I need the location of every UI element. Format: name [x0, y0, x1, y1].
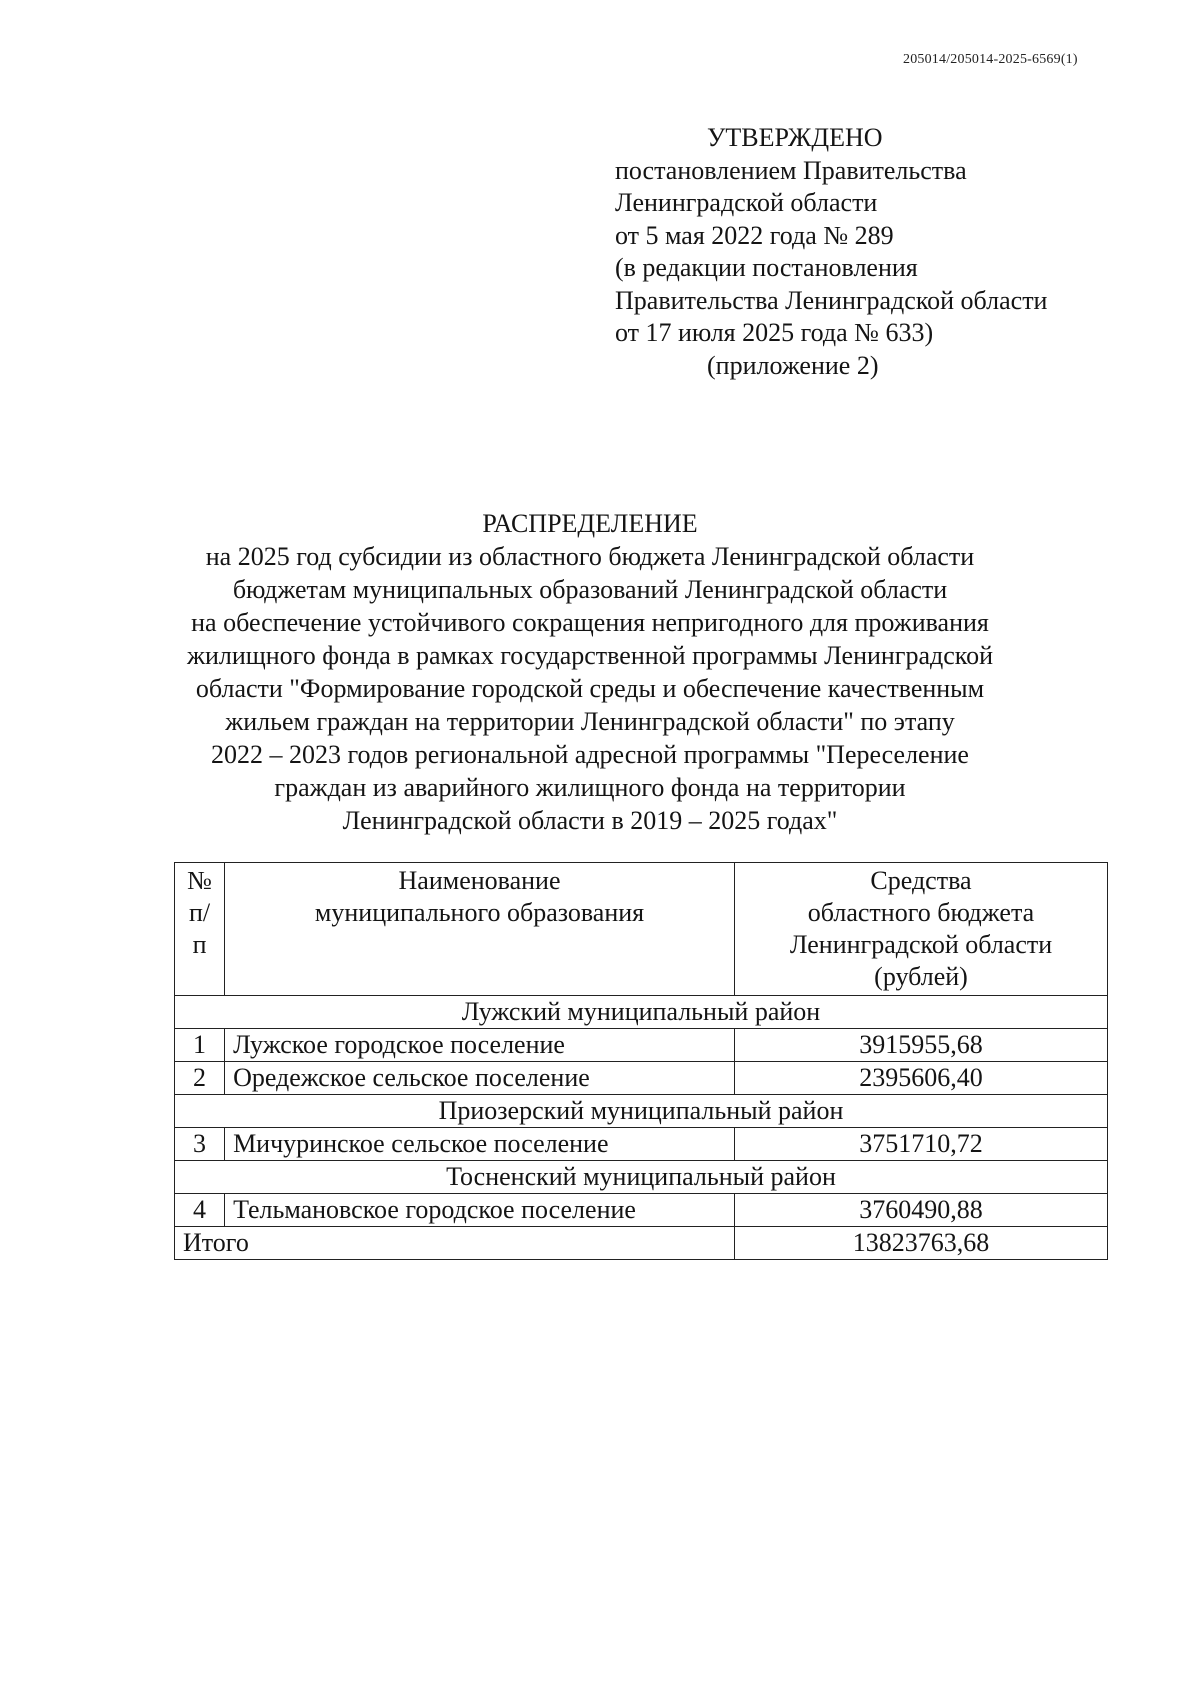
- amount-value: 3751710,72: [734, 1128, 1107, 1161]
- title-line: бюджетам муниципальных образований Ленинградской области: [232, 575, 948, 604]
- amount-value: 3915955,68: [734, 1029, 1107, 1062]
- approval-line: от 5 мая 2022 года № 289: [615, 220, 894, 250]
- document-id: 205014/205014-2025-6569(1): [903, 52, 1078, 67]
- row-number: 4: [175, 1194, 225, 1227]
- district-row: [175, 996, 1108, 1029]
- municipality-name: Оредежское сельское поселение: [225, 1062, 735, 1095]
- title-line: жильем граждан на территории Ленинградской области" по этапу: [225, 707, 955, 736]
- approval-stamp: [615, 122, 1135, 382]
- total-label: Итого: [175, 1227, 735, 1260]
- municipality-name: Лужское городское поселение: [225, 1029, 735, 1062]
- district-name: Лужский муниципальный район: [175, 996, 1108, 1029]
- approval-line: Ленинградской области: [615, 188, 878, 217]
- title-line: на обеспечение устойчивого сокращения непригодного для проживания: [191, 608, 989, 637]
- municipality-name: Тельмановское городское поселение: [225, 1194, 735, 1227]
- district-row: [175, 1095, 1108, 1128]
- approval-line: от 17 июля 2025 года № 633): [615, 318, 934, 347]
- total-amount: 13823763,68: [734, 1227, 1107, 1260]
- header-municipality: Наименование муниципального образования: [225, 863, 735, 996]
- amount-value: 2395606,40: [734, 1062, 1107, 1095]
- title-line: области "Формирование городской среды и обеспечение качественным: [195, 674, 985, 703]
- title-line: Ленинградской области в 2019 – 2025 годах": [342, 806, 838, 835]
- row-number: 2: [175, 1062, 225, 1095]
- header-amount: Средства областного бюджета Ленинградской области (рублей): [734, 863, 1107, 996]
- table-row: [175, 1194, 1108, 1227]
- title-heading: РАСПРЕДЕЛЕНИЕ: [482, 509, 698, 538]
- distribution-table: [174, 862, 1108, 1260]
- row-number: 1: [175, 1029, 225, 1062]
- district-name: Тосненский муниципальный район: [175, 1161, 1108, 1194]
- header-number: № п/п: [175, 863, 225, 996]
- table-row: [175, 1062, 1108, 1095]
- title-line: жилищного фонда в рамках государственной программы Ленинградской: [186, 641, 994, 670]
- table-header-row: [175, 863, 1108, 996]
- total-row: [175, 1227, 1108, 1260]
- approval-heading: УТВЕРЖДЕНО: [707, 123, 883, 152]
- approval-line: (в редакции постановления: [615, 253, 918, 282]
- approval-line: Правительства Ленинградской области: [615, 285, 1048, 315]
- row-number: 3: [175, 1128, 225, 1161]
- document-title: [140, 507, 1040, 837]
- district-name: Приозерский муниципальный район: [175, 1095, 1108, 1128]
- municipality-name: Мичуринское сельское поселение: [225, 1128, 735, 1161]
- approval-line: постановлением Правительства: [615, 155, 967, 185]
- title-line: 2022 – 2023 годов региональной адресной программы "Переселение: [211, 740, 969, 769]
- title-line: граждан из аварийного жилищного фонда на территории: [274, 773, 906, 802]
- table-row: [175, 1128, 1108, 1161]
- district-row: [175, 1161, 1108, 1194]
- approval-appendix: (приложение 2): [707, 350, 879, 380]
- title-line: на 2025 год субсидии из областного бюджета Ленинградской области: [205, 542, 975, 571]
- table-row: [175, 1029, 1108, 1062]
- amount-value: 3760490,88: [734, 1194, 1107, 1227]
